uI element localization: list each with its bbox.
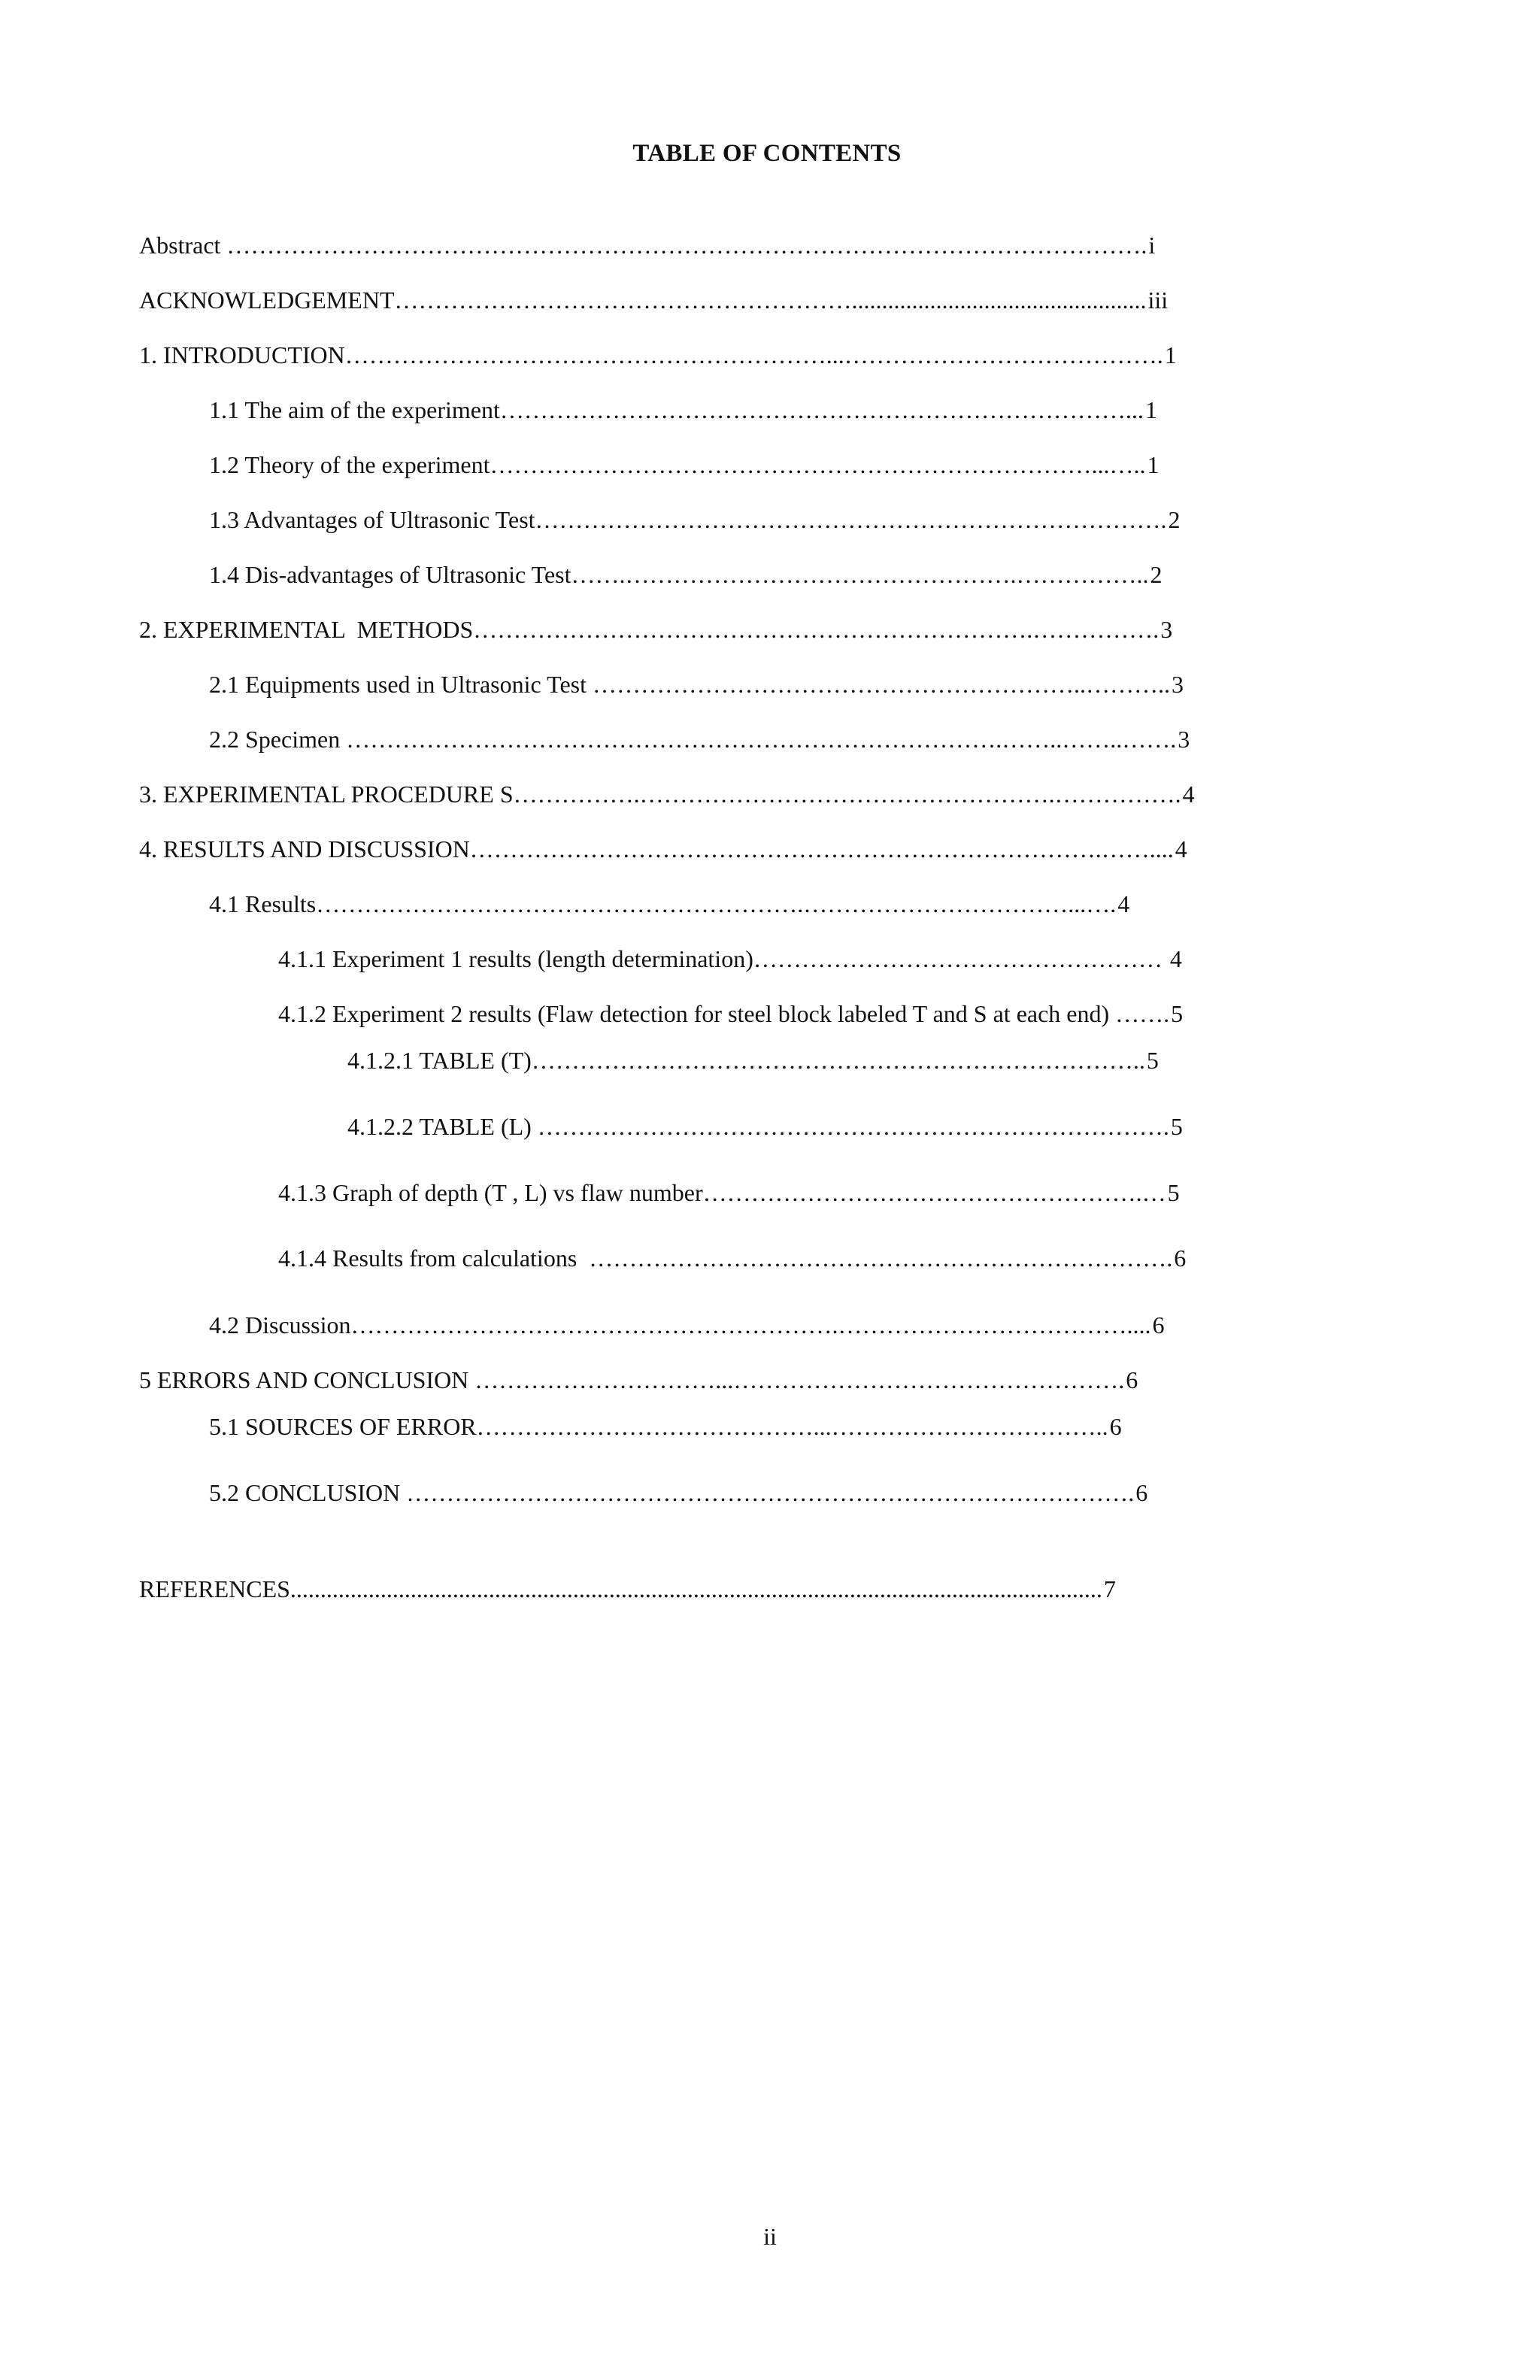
toc-entry <box>278 944 1278 974</box>
toc-entry <box>139 779 1282 809</box>
page-title: TABLE OF CONTENTS <box>632 140 902 167</box>
toc-entry-text: 4.1.1 Experiment 1 results (length determination)…………………………………………… <box>278 945 1169 972</box>
toc-entry <box>278 999 1277 1029</box>
toc-entry-text: 4.1.2 Experiment 2 results (Flaw detection for steel block labeled T and S at each end) ……. <box>278 1000 1170 1027</box>
toc-entry <box>209 559 1288 590</box>
page-footer-number: ii <box>763 2223 777 2250</box>
toc-entry-text: 2.2 Specimen ……………………………………………………………………….……..……..……. <box>209 726 1177 753</box>
toc-entry <box>139 285 1290 315</box>
toc-entry-page: 5 <box>1167 1179 1180 1206</box>
toc-entry <box>209 1310 1266 1340</box>
toc-entry-text: 5.2 CONCLUSION ………………………………………………………………………………. <box>209 1479 1135 1506</box>
toc-entry-page: 6 <box>1174 1245 1187 1272</box>
toc-entry-page: 6 <box>1135 1479 1148 1506</box>
toc-entry <box>209 450 1293 480</box>
toc-entry-text: 4. RESULTS AND DISCUSSION…………………………………………………………………….…….... <box>139 835 1174 863</box>
toc-entry <box>347 1111 1271 1141</box>
toc-entry <box>209 395 1293 425</box>
toc-entry-page: 4 <box>1169 945 1182 972</box>
toc-entry-page: 6 <box>1109 1413 1122 1440</box>
toc-entry-page: 3 <box>1172 671 1184 698</box>
toc-entry-page: 6 <box>1126 1366 1138 1393</box>
toc-entry-page: 6 <box>1152 1311 1165 1339</box>
toc-entry-text: 5.1 SOURCES OF ERROR……………………………………...…………………………….. <box>209 1413 1108 1440</box>
toc-entry-page: 7 <box>1103 1575 1116 1602</box>
toc-entry <box>209 724 1283 754</box>
toc-entry-page: i <box>1148 232 1156 259</box>
toc-entry <box>209 889 1277 919</box>
toc-entry-text: 3. EXPERIMENTAL PROCEDURE S…………….…………………………………………….……………. <box>139 781 1181 808</box>
toc-entry <box>139 614 1288 644</box>
toc-entry-page: 4 <box>1175 835 1187 863</box>
toc-entry-text: 4.1 Results…………………………………………………….……………………………...…. <box>209 890 1117 917</box>
toc-entry-page: 5 <box>1170 1113 1183 1140</box>
toc-entry-page: 4 <box>1117 890 1130 917</box>
toc-entry <box>347 1045 1271 1075</box>
toc-entry-text: 4.1.4 Results from calculations ………………………………………………………………. <box>278 1245 1173 1272</box>
toc-entry-page: 3 <box>1160 616 1173 643</box>
toc-entry-text: 1.2 Theory of the experiment…………………………………………………………………...….. <box>209 451 1146 478</box>
toc-entry <box>209 669 1283 699</box>
toc-entry-text: 4.1.2.2 TABLE (L) ……………………………………………………………………. <box>347 1113 1169 1140</box>
toc-entry <box>209 1478 1266 1508</box>
toc-entry-page: 1 <box>1147 451 1160 478</box>
toc-entry-page: 2 <box>1150 561 1163 588</box>
toc-entry-page: 5 <box>1146 1047 1159 1074</box>
toc-entry-text: REFERENCES....................................................................................................................................... <box>139 1575 1102 1602</box>
toc-entry-page: 3 <box>1178 726 1190 753</box>
toc-entry-text: 4.1.2.1 TABLE (T)………………………………………………………………….. <box>347 1047 1145 1074</box>
toc-entry-text: 2. EXPERIMENTAL METHODS…………………………………………………………….……………. <box>139 616 1160 643</box>
toc-entry-page: 2 <box>1168 506 1181 533</box>
toc-entry <box>278 1243 1274 1273</box>
toc-entry-text: 4.2 Discussion…………………………………………………….……………………………….... <box>209 1311 1151 1339</box>
toc-entry-text: 1.1 The aim of the experiment……………………………………………………………………... <box>209 396 1144 423</box>
toc-entry-text: 1.3 Advantages of Ultrasonic Test……………………………………………………………………. <box>209 506 1167 533</box>
toc-entry-text: 2.1 Equipments used in Ultrasonic Test ……………………………………………………..……….. <box>209 671 1170 698</box>
toc-entry <box>139 340 1293 370</box>
toc-entry-text: 1.4 Dis-advantages of Ultrasonic Test…….………………………………………….…………….. <box>209 561 1149 588</box>
toc-entry <box>139 230 1297 260</box>
toc-entry-page: 1 <box>1164 341 1177 368</box>
toc-entry <box>139 1574 1267 1604</box>
toc-entry-text: ACKNOWLEDGEMENT…………………………………………………................................................. <box>139 287 1147 314</box>
toc-entry-text: 1. INTRODUCTION……………………………………………………...…………………………………. <box>139 341 1163 368</box>
toc-entry <box>139 1365 1267 1395</box>
toc-entry-page: 5 <box>1171 1000 1184 1027</box>
toc-entry-page: 4 <box>1182 781 1195 808</box>
toc-entry-text: Abstract ……………………………………………………………………………………………………. <box>139 232 1147 259</box>
toc-entry-page: iii <box>1147 287 1169 314</box>
toc-entry <box>278 1178 1272 1208</box>
toc-entry <box>139 834 1276 864</box>
toc-entry-text: 4.1.3 Graph of depth (T , L) vs flaw number……………………………………………….… <box>278 1179 1166 1206</box>
toc-entry <box>209 505 1288 535</box>
toc-entry-page: 1 <box>1144 396 1157 423</box>
toc-entry <box>209 1411 1266 1442</box>
toc-entry-text: 5 ERRORS AND CONCLUSION …………………………...…………………………………………. <box>139 1366 1125 1393</box>
